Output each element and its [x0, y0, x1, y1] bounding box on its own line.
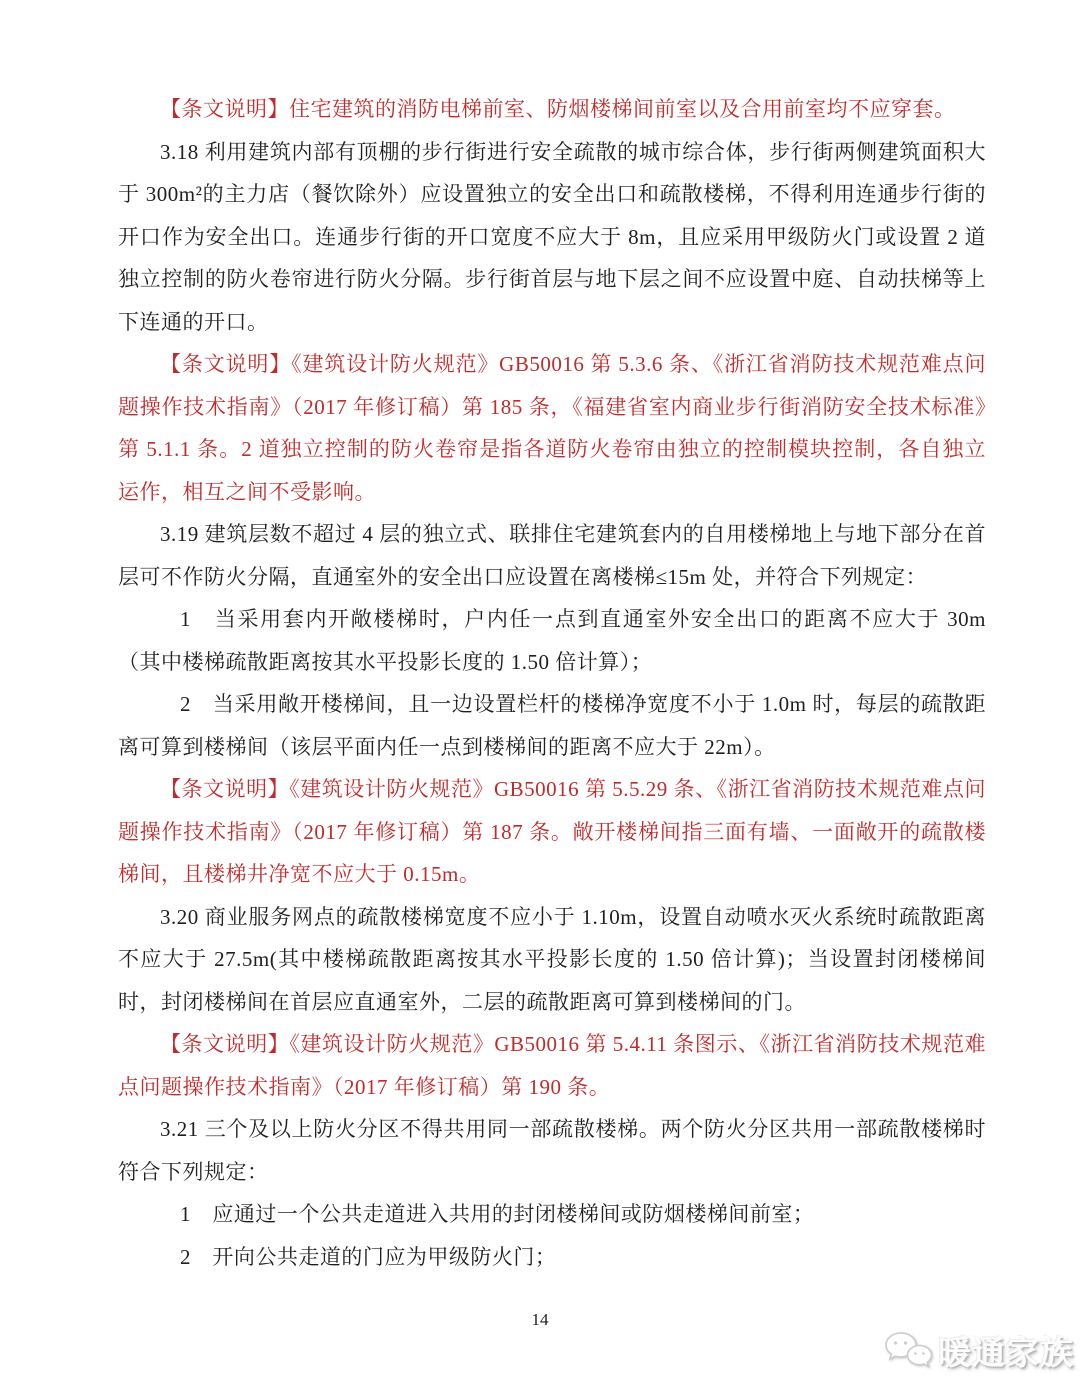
- list-item-3-21-1: 1 应通过一个公共走道进入共用的封闭楼梯间或防烟楼梯间前室；: [179, 1202, 815, 1226]
- clause-paragraph-3-18: 3.18 利用建筑内部有顶棚的步行街进行安全疏散的城市综合体，步行街两侧建筑面积大于 300m²的主力店（餐饮除外）应设置独立的安全出口和疏散楼梯，不得利用连通步行街的开口作为安全出口。连通步行街的开口宽度不应大于 8m，且应采用甲级防火门或设置 2 道独立控制的防火卷帘进行防火分隔。步行街首层与地下层之间不应设置中庭、自动扶梯等上下连通的开口。: [118, 139, 986, 334]
- list-item-3-19-2: 2 当采用敞开楼梯间，且一边设置栏杆的楼梯净宽度不小于 1.0m 时，每层的疏散距离可算到楼梯间（该层平面内任一点到楼梯间的距离不应大于 22m）。: [118, 692, 986, 759]
- page-number: 14: [531, 1310, 549, 1329]
- wechat-bubbles-icon: [884, 1330, 932, 1372]
- note-paragraph-gb50016-5-4-11: 【条文说明】《建筑设计防火规范》GB50016 第 5.4.11 条图示、《浙江省消防技术规范难点问题操作技术指南》（2017 年修订稿）第 190 条。: [118, 1032, 986, 1099]
- clause-paragraph-3-19: 3.19 建筑层数不超过 4 层的独立式、联排住宅建筑套内的自用楼梯地上与地下部分在首层可不作防火分隔，直通室外的安全出口应设置在离楼梯≤15m 处，并符合下列规定：: [118, 522, 986, 589]
- note-paragraph-gb50016-5-5-29: 【条文说明】《建筑设计防火规范》GB50016 第 5.5.29 条、《浙江省消防技术规范难点问题操作技术指南》（2017 年修订稿）第 187 条。敞开楼梯间指三面有墙、一面敞开的疏散楼梯间，且楼梯井净宽不应大于 0.15m。: [118, 777, 986, 886]
- note-paragraph-gb50016-5-3-6: 【条文说明】《建筑设计防火规范》GB50016 第 5.3.6 条、《浙江省消防技术规范难点问题操作技术指南》（2017 年修订稿）第 185 条，《福建省室内商业步行街消防安全技术标准》第 5.1.1 条。2 道独立控制的防火卷帘是指各道防火卷帘由独立的控制模块控制，各自独立运作，相互之间不受影响。: [118, 352, 986, 504]
- document-body: [118, 88, 986, 1278]
- watermark-label: 暖通家族: [938, 1336, 1074, 1372]
- watermark: [884, 1327, 1074, 1374]
- clause-paragraph-3-21: 3.21 三个及以上防火分区不得共用同一部疏散楼梯。两个防火分区共用一部疏散楼梯时符合下列规定：: [118, 1117, 986, 1184]
- clause-paragraph-3-20: 3.20 商业服务网点的疏散楼梯宽度不应小于 1.10m，设置自动喷水灭火系统时疏散距离不应大于 27.5m(其中楼梯疏散距离按其水平投影长度的 1.50 倍计算)；当设置封闭楼梯间时，封闭楼梯间在首层应直通室外，二层的疏散距离可算到楼梯间的门。: [118, 904, 986, 1014]
- list-item-3-19-1: 1 当采用套内开敞楼梯时，户内任一点到直通室外安全出口的距离不应大于 30m（其中楼梯疏散距离按其水平投影长度的 1.50 倍计算）；: [118, 607, 986, 674]
- list-item-3-21-2: 2 开向公共走道的门应为甲级防火门；: [179, 1244, 557, 1269]
- note-paragraph-residential-forerooms: 【条文说明】住宅建筑的消防电梯前室、防烟楼梯间前室以及合用前室均不应穿套。: [160, 97, 956, 121]
